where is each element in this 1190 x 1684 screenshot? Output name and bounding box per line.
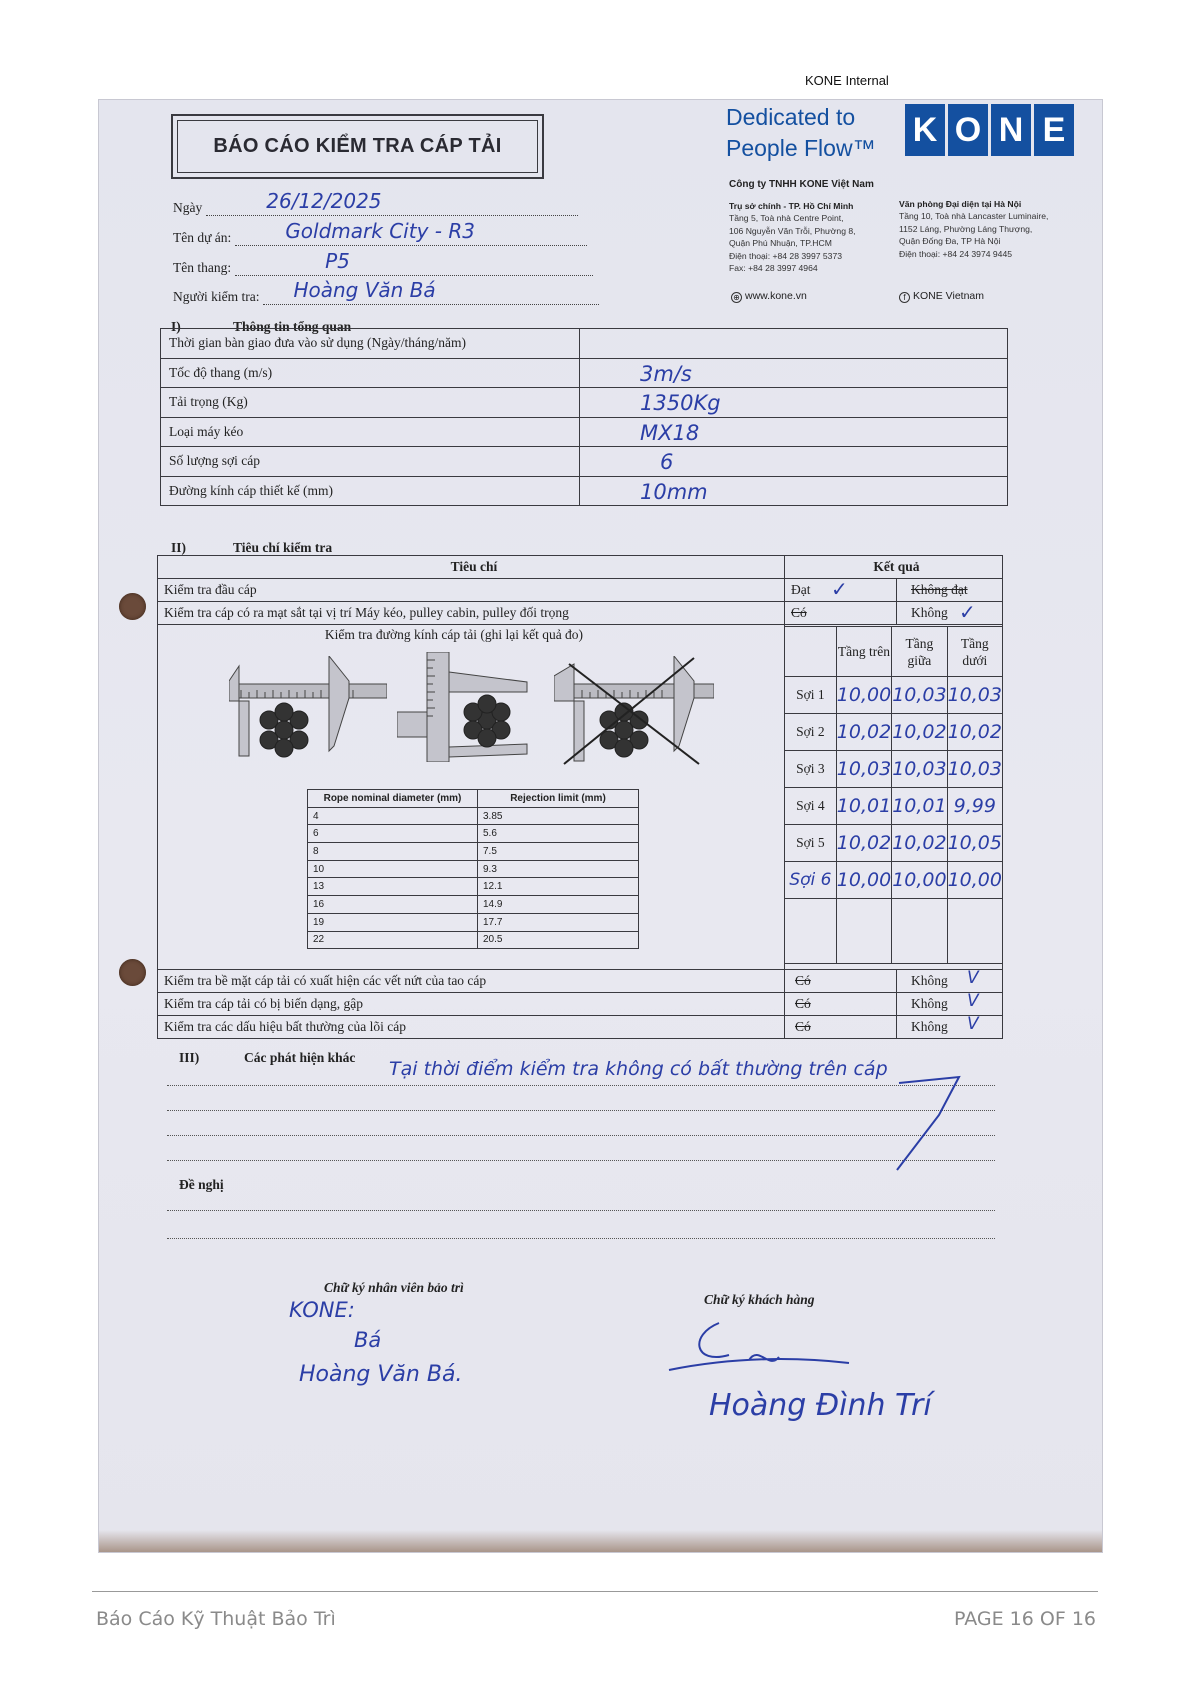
customer-signature-mark [659,1315,859,1385]
table-row: 10 9.3 [308,860,639,878]
table-row: Sợi 1 10,00 10,03 10,03 [785,677,1003,714]
customer-signature-label: Chữ ký khách hàng [704,1292,815,1307]
table-row: Tốc độ thang (m/s) 3m/s [161,358,1008,388]
table-row: Kiểm tra cáp có ra mạt sắt tại vị trí Máy kéo, pulley cabin, pulley đối trọng Có Không ✓ [158,602,1003,625]
report-title: BÁO CÁO KIỂM TRA CÁP TẢI [177,120,538,173]
project-field: Tên dự án: Goldmark City - R3 [173,230,587,246]
footer-divider [92,1591,1098,1592]
scanned-report-page [98,99,1103,1553]
section2-heading: II) Tiêu chí kiểm tra [171,540,333,555]
findings-line [167,1160,995,1161]
page-number: PAGE 16 OF 16 [954,1608,1096,1630]
check-icon: ✓ [959,600,976,624]
inspector-field: Người kiểm tra: Hoàng Văn Bá [173,289,599,305]
diameter-check-label: Kiểm tra đường kính cáp tải (ghi lại kết quả đo) [324,627,584,642]
check-icon: V [967,991,979,1011]
punch-hole [119,959,146,986]
facebook: f KONE Vietnam [899,290,984,303]
table-row: Kiểm tra cáp tải có bị biến dạng, gập Có Không V [158,993,1003,1016]
table-row: 19 17.7 [308,913,639,931]
table-row: Sợi 6 10,00 10,00 10,00 [785,862,1003,899]
rejection-limit-table: Rope nominal diameter (mm) Rejection limit (mm) 4 3.85 6 5.6 8 7.5 10 9.3 13 12.1 16 14.9 19 17.7 22 20.5 [307,789,639,949]
facebook-icon: f [899,292,910,303]
report-title-box [171,114,544,179]
caliper-correct-illustration-2 [397,652,537,762]
findings-line [167,1135,995,1136]
kone-logo: K O N E [905,104,1074,156]
date-value: 26/12/2025 [266,189,382,213]
hcm-office-address: Trụ sở chính - TP. Hồ Chí Minh Tầng 5, Toà nhà Centre Point, 106 Nguyễn Văn Trỗi, Phường 8, Quận Phú Nhuận, TP.HCM Điện thoại: +84 28 3997 5373 Fax: +84 28 3997 4964 [729,201,856,274]
table-row: Tiêu chí Kết quả [158,556,1003,579]
customer-signature-name: Hoàng Đình Trí [709,1388,932,1423]
inspector-value: Hoàng Văn Bá [293,278,436,302]
check-icon: ✓ [831,577,848,601]
table-row: Sợi 2 10,02 10,02 10,02 [785,714,1003,751]
table-row: 16 14.9 [308,896,639,914]
table-row: Kiểm tra bề mặt cáp tải có xuất hiện các vết nứt của tao cáp Có Không V [158,970,1003,993]
table-row: Sợi 5 10,02 10,02 10,05 [785,825,1003,862]
staff-signature-line-2: Bá [354,1328,382,1352]
section3-heading: III) Các phát hiện khác [179,1050,356,1065]
hanoi-office-address: Văn phòng Đại diện tại Hà Nội Tầng 10, Toà nhà Lancaster Luminaire, 1152 Láng, Phường Láng Thượng, Quận Đống Đa, TP Hà Nội Điện thoại: +84 24 3974 9445 [899,199,1049,259]
company-name: Công ty TNHH KONE Việt Nam [729,179,874,190]
staff-signature-label: Chữ ký nhân viên bảo trì [324,1280,464,1295]
check-icon: V [967,1014,979,1034]
table-row: Kiểm tra các dấu hiệu bất thường của lõi cáp Có Không V [158,1016,1003,1039]
findings-note: Tại thời điểm kiểm tra không có bất thường trên cáp [389,1058,888,1080]
diameter-measurement-table: Tầng trên Tầng giữa Tầng dưới Sợi 1 10,00 10,03 10,03 Sợi 2 10,02 10,02 10,02 Sợi 3 10,03 10,03 10,03 Sợi 4 10,01 10,01 9,99 Sợi 5 10,02 10,02 10,05 Sợi 6 10,00 10,00 10,00 [784,626,1003,964]
general-info-table [160,328,1008,506]
punch-hole [119,593,146,620]
table-row: 4 3.85 [308,807,639,825]
website: ⊕ www.kone.vn [731,290,807,303]
table-row: Sợi 3 10,03 10,03 10,03 [785,751,1003,788]
section1-heading: I) Thông tin tổng quan [171,319,352,334]
table-row: 13 12.1 [308,878,639,896]
table-row: Đường kính cáp thiết kế (mm) 10mm [161,476,1008,506]
slash-mark [889,1075,969,1175]
table-row: 22 20.5 [308,931,639,949]
staff-signature-line-3: Hoàng Văn Bá. [299,1362,463,1387]
findings-line [167,1085,995,1086]
recommend-heading: Đề nghị [179,1177,224,1192]
table-row: 8 7.5 [308,843,639,861]
recommend-line [167,1210,995,1211]
check-icon: V [967,968,979,988]
table-row: Sợi 4 10,01 10,01 9,99 [785,788,1003,825]
recommend-line [167,1238,995,1239]
findings-line [167,1110,995,1111]
caliper-correct-illustration-1 [229,656,387,764]
elevator-value: P5 [325,249,350,273]
table-row: Loại máy kéo MX18 [161,417,1008,447]
caliper-incorrect-illustration [554,656,714,766]
date-field: Ngày 26/12/2025 [173,200,578,216]
globe-icon: ⊕ [731,292,742,303]
project-value: Goldmark City - R3 [285,219,475,243]
elevator-field: Tên thang: P5 [173,260,593,276]
internal-tag: KONE Internal [805,73,889,88]
staff-signature-line-1: KONE: [289,1298,355,1322]
table-row: Số lượng sợi cáp 6 [161,447,1008,477]
footer-title: Báo Cáo Kỹ Thuật Bảo Trì [96,1608,336,1630]
table-row: Tải trọng (Kg) 1350Kg [161,388,1008,418]
table-row: 6 5.6 [308,825,639,843]
kone-tagline: Dedicated to People Flow™ [726,104,876,161]
table-row: Thời gian bàn giao đưa vào sử dụng (Ngày/tháng/năm) [161,329,1008,359]
table-row: Kiểm tra đầu cáp Đạt ✓ Không đạt [158,579,1003,602]
